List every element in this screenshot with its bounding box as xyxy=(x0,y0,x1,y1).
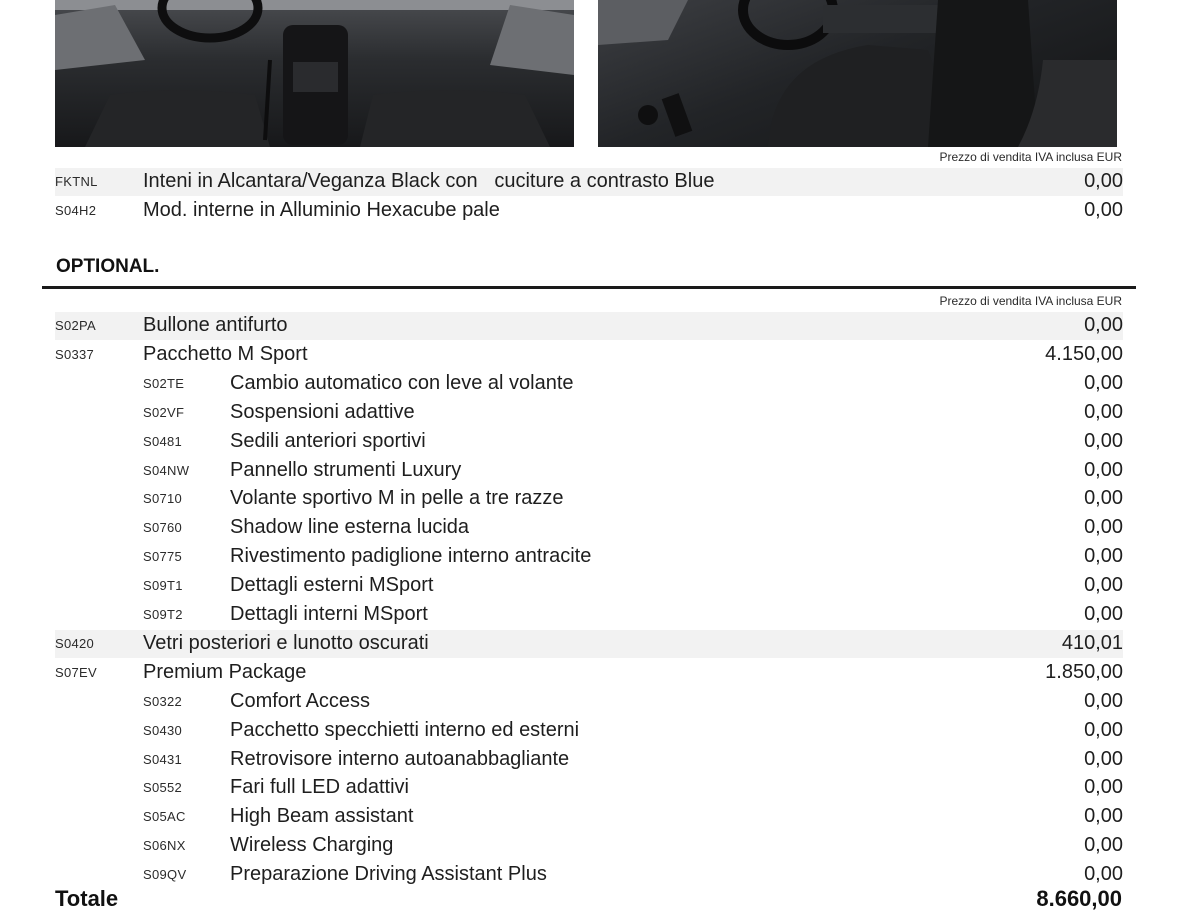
option-row xyxy=(55,312,1123,340)
option-description: Inteni in Alcantara/Veganza Black con cuciture a contrasto Blue xyxy=(143,170,715,192)
option-sub-row xyxy=(55,485,1123,513)
option-description: High Beam assistant xyxy=(230,805,414,828)
option-price: 1.850,00 xyxy=(1045,660,1123,683)
option-sub-row xyxy=(55,572,1123,600)
option-description: Pannello strumenti Luxury xyxy=(230,458,462,481)
option-code: S04H2 xyxy=(55,203,97,218)
option-code: S0420 xyxy=(55,635,95,651)
option-sub-row xyxy=(55,774,1123,802)
option-description: Comfort Access xyxy=(230,689,371,712)
option-sub-row xyxy=(55,688,1123,716)
option-code: S09T2 xyxy=(143,607,183,622)
total-label: Totale xyxy=(55,886,119,911)
option-sub-row xyxy=(55,832,1123,860)
section-title-optional: OPTIONAL. xyxy=(56,256,160,277)
option-code: S06NX xyxy=(143,838,186,854)
option-sub-row xyxy=(55,803,1123,831)
option-description: Pacchetto M Sport xyxy=(143,342,308,365)
option-description: Retrovisore interno autoanabbagliante xyxy=(230,747,570,770)
option-code: S0775 xyxy=(143,549,183,565)
option-row xyxy=(55,168,1123,196)
option-description: Cambio automatico con leve al volante xyxy=(230,371,574,394)
option-price: 0,00 xyxy=(1084,371,1123,394)
option-price: 0,00 xyxy=(1084,603,1123,625)
option-code: S0430 xyxy=(143,722,183,738)
option-description: Bullone antifurto xyxy=(143,314,288,336)
option-description: Volante sportivo M in pelle a tre razze xyxy=(230,487,564,510)
option-description: Dettagli esterni MSport xyxy=(230,574,434,597)
option-code: S04NW xyxy=(143,462,190,478)
option-row xyxy=(55,341,1123,369)
option-code: S0322 xyxy=(143,693,183,709)
option-price: 0,00 xyxy=(1084,400,1123,423)
option-price: 0,00 xyxy=(1084,458,1123,481)
option-code: S02PA xyxy=(55,318,97,333)
option-price: 0,00 xyxy=(1084,689,1123,712)
option-description: Dettagli interni MSport xyxy=(230,603,428,625)
option-code: S0431 xyxy=(143,751,183,767)
option-description: Premium Package xyxy=(143,660,307,683)
option-sub-row xyxy=(55,514,1123,542)
option-description: Sedili anteriori sportivi xyxy=(230,429,426,452)
option-code: S0760 xyxy=(143,520,183,536)
price-caption-top: Prezzo di vendita IVA inclusa EUR xyxy=(939,150,1122,164)
option-sub-row xyxy=(55,717,1123,745)
option-code: S02VF xyxy=(143,404,185,420)
option-sub-row xyxy=(55,399,1123,427)
option-code: S02TE xyxy=(143,375,185,391)
option-price: 0,00 xyxy=(1084,429,1123,452)
option-price: 410,01 xyxy=(1061,631,1123,654)
option-price: 0,00 xyxy=(1084,199,1123,221)
option-description: Sospensioni adattive xyxy=(230,400,415,423)
option-row xyxy=(55,630,1123,658)
interior-photo-driver xyxy=(598,0,1117,147)
option-description: Pacchetto specchietti interno ed esterni xyxy=(230,718,580,741)
option-price: 0,00 xyxy=(1084,545,1123,568)
option-description: Vetri posteriori e lunotto oscurati xyxy=(143,631,429,654)
option-code: S0552 xyxy=(143,780,183,796)
option-code: S07EV xyxy=(55,664,97,680)
option-price: 0,00 xyxy=(1084,863,1123,886)
option-row xyxy=(55,659,1123,687)
option-sub-row xyxy=(55,861,1123,889)
option-description: Fari full LED adattivi xyxy=(230,776,409,799)
option-price: 0,00 xyxy=(1084,170,1123,192)
option-sub-row xyxy=(55,543,1123,571)
option-sub-row xyxy=(55,457,1123,485)
option-price: 0,00 xyxy=(1084,516,1123,539)
option-price: 0,00 xyxy=(1084,776,1123,799)
total-value: 8.660,00 xyxy=(1036,886,1122,911)
option-code: S09QV xyxy=(143,867,187,883)
option-description: Shadow line esterna lucida xyxy=(230,516,470,539)
option-sub-row xyxy=(55,370,1123,398)
option-code: S09T1 xyxy=(143,578,183,594)
option-price: 0,00 xyxy=(1084,747,1123,770)
option-description: Wireless Charging xyxy=(230,834,394,857)
option-price: 0,00 xyxy=(1084,487,1123,510)
option-description: Mod. interne in Alluminio Hexacube pale xyxy=(143,199,500,221)
option-price: 0,00 xyxy=(1084,574,1123,597)
price-caption-optional: Prezzo di vendita IVA inclusa EUR xyxy=(939,294,1122,308)
option-price: 0,00 xyxy=(1084,314,1123,336)
option-price: 4.150,00 xyxy=(1045,342,1123,365)
option-sub-row xyxy=(55,601,1123,629)
option-price: 0,00 xyxy=(1084,805,1123,828)
option-code: S05AC xyxy=(143,809,186,825)
option-sub-row xyxy=(55,428,1123,456)
section-divider xyxy=(42,286,1136,289)
option-sub-row xyxy=(55,746,1123,774)
option-price: 0,00 xyxy=(1084,718,1123,741)
option-description: Rivestimento padiglione interno antracite xyxy=(230,545,592,568)
option-row xyxy=(55,197,1123,225)
option-code: S0710 xyxy=(143,491,183,507)
option-description: Preparazione Driving Assistant Plus xyxy=(230,863,547,886)
option-code: S0481 xyxy=(143,433,183,449)
interior-photo-front xyxy=(55,0,574,147)
option-price: 0,00 xyxy=(1084,834,1123,857)
option-code: FKTNL xyxy=(55,174,98,189)
option-code: S0337 xyxy=(55,346,95,362)
